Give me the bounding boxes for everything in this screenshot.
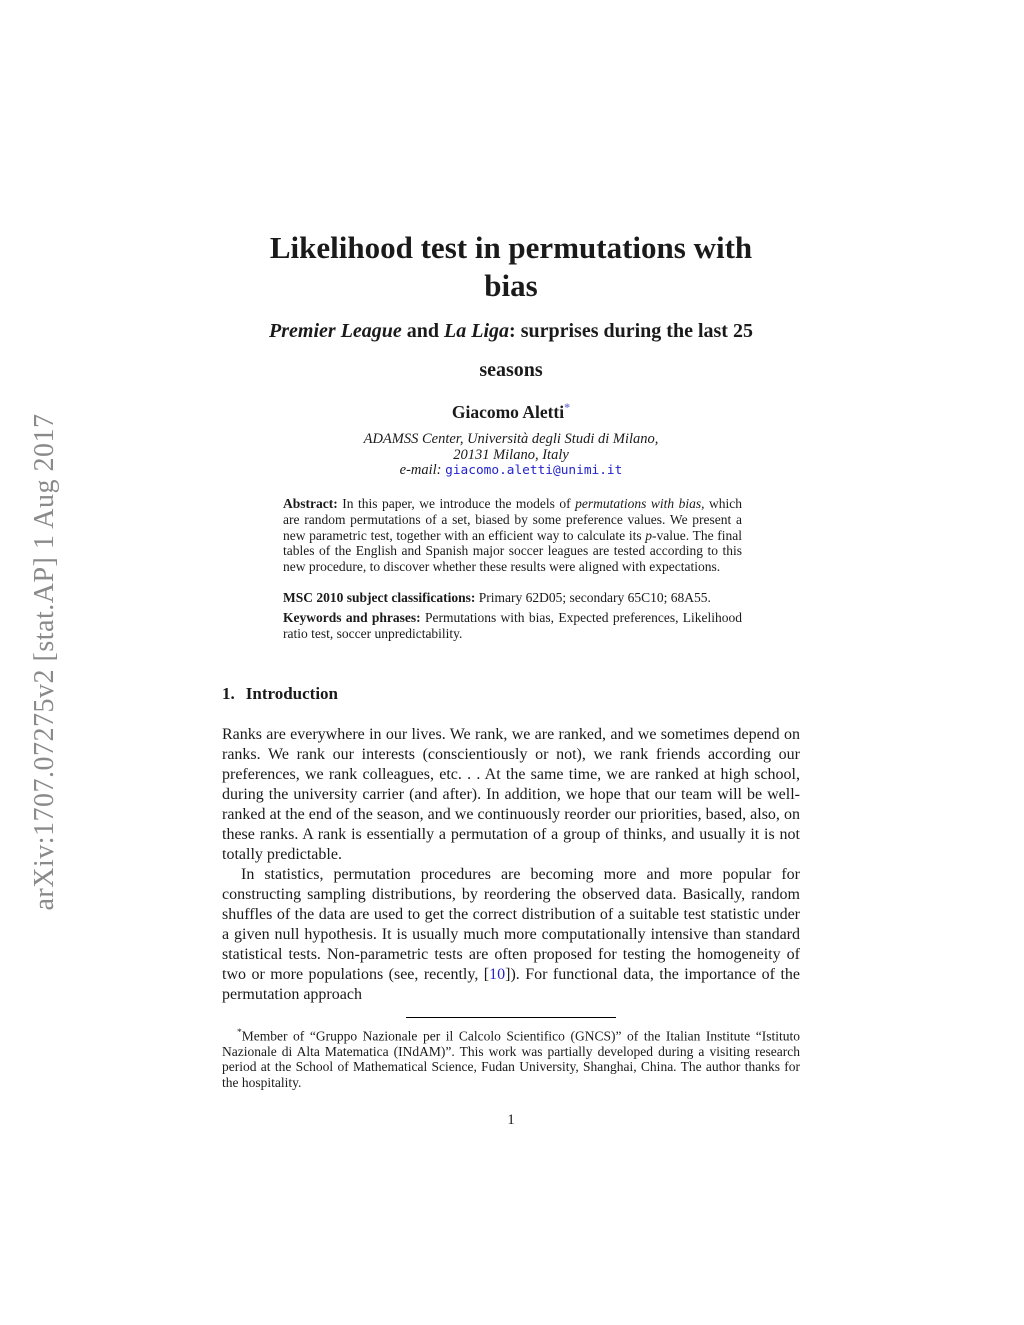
abstract-em-p: p [645, 527, 653, 543]
intro-p2-text-before: In statistics, permutation procedures are becoming more and more popular for constructing sampling distributions, by reordering the observed data. Basically, random shuffles of the data are used to get the correct distribution of a suitable test statistic under a given null hypothesis. It is usually much more computationally intensive than standard statistical tests. Non-parametric tests are often proposed for testing the homogeneity of two or more populations (see, recently, [ [222, 865, 800, 983]
paper-subtitle [222, 312, 800, 390]
subtitle-premier-league: Premier League [269, 320, 402, 342]
abstract-text-3: -value. The final tables of the English and Spanish major soccer leagues are tested according to this new procedure, to discover whether these results were aligned with expectations. [283, 527, 743, 575]
subtitle-and: and [401, 320, 445, 342]
keywords [283, 610, 742, 641]
abstract-label: Abstract: [283, 496, 338, 512]
paper-title-line2: bias [484, 268, 538, 303]
affiliation-line1: ADAMSS Center, Università degli Studi di Milano, [363, 430, 659, 447]
footnote-text: Member of “Gruppo Nazionale per il Calcolo Scientifico (GNCS)” of the Italian Institute “Istituto Nazionale di Alta Matematica (INdAM)”. This work was partially developed during a visiting research period at the School of Mathematical Science, Fudan University, Shanghai, China. The author thanks for the hospitality. [222, 1028, 800, 1090]
intro-p2-text-after: ]). For functional data, the importance of the permutation approach [222, 965, 801, 1003]
section-1-heading [222, 684, 800, 704]
arxiv-watermark: arXiv:1707.07275v2 [stat.AP] 1 Aug 2017 [29, 413, 60, 911]
page-number: 1 [507, 1112, 515, 1128]
footnote-rule [406, 1017, 616, 1018]
subtitle-line2: seasons [479, 359, 543, 381]
footnote [222, 1026, 800, 1091]
msc-label: MSC 2010 subject classifications: [283, 589, 476, 605]
msc-text: Primary 62D05; secondary 65C10; 68A55. [475, 589, 711, 605]
abstract-text-2: , which are random permutations of a set, biased by some preference values. We present a new parametric test, together with an efficient way to calculate its [283, 496, 742, 543]
author-line [222, 400, 800, 423]
affiliation-line2: 20131 Milano, Italy [453, 446, 569, 463]
email-label: e-mail: [399, 462, 446, 479]
intro-paragraph-2 [222, 865, 800, 1005]
paper-title-line1: Likelihood test in permutations with [269, 230, 753, 265]
subtitle-la-liga: La Liga [444, 320, 510, 342]
section-number: 1. [222, 683, 235, 703]
abstract-text-1: In this paper, we introduce the models of [337, 496, 576, 512]
author-name: Giacomo Aletti [451, 401, 565, 422]
keywords-text: Permutations with bias, Expected preferences, Likelihood ratio test, soccer unpredictability. [283, 610, 743, 642]
keywords-label: Keywords and phrases: [283, 610, 421, 626]
author-footnote-mark[interactable]: * [564, 400, 571, 414]
msc-classifications [283, 590, 742, 606]
section-title: Introduction [245, 683, 339, 703]
email-link[interactable]: giacomo.aletti@unimi.it [445, 463, 623, 479]
abstract [283, 496, 742, 575]
abstract-em-permutations-with-bias: permutations with bias [575, 496, 702, 512]
intro-paragraph-1: Ranks are everywhere in our lives. We rank, we are ranked, and we sometimes depend on ranks. We rank our interests (conscientiously or not), we rank friends according our preferences, we rank colleagues, etc. . . At the same time, we are ranked at high school, during the university carrier (and after). In addition, we hope that our team will be well-ranked at the end of the season, and we continuously reorder our priorities, based, also, on these ranks. A rank is essentially a permutation of a group of thinks, and usually it is not totally predictable. [222, 725, 800, 863]
subtitle-rest: : surprises during the last 25 [509, 320, 753, 342]
footnote-marker: * [237, 1027, 242, 1038]
paper-content [222, 0, 800, 1090]
affiliation-block [222, 432, 800, 479]
citation-10-link[interactable]: 10 [489, 965, 506, 983]
paper-title [222, 229, 800, 305]
